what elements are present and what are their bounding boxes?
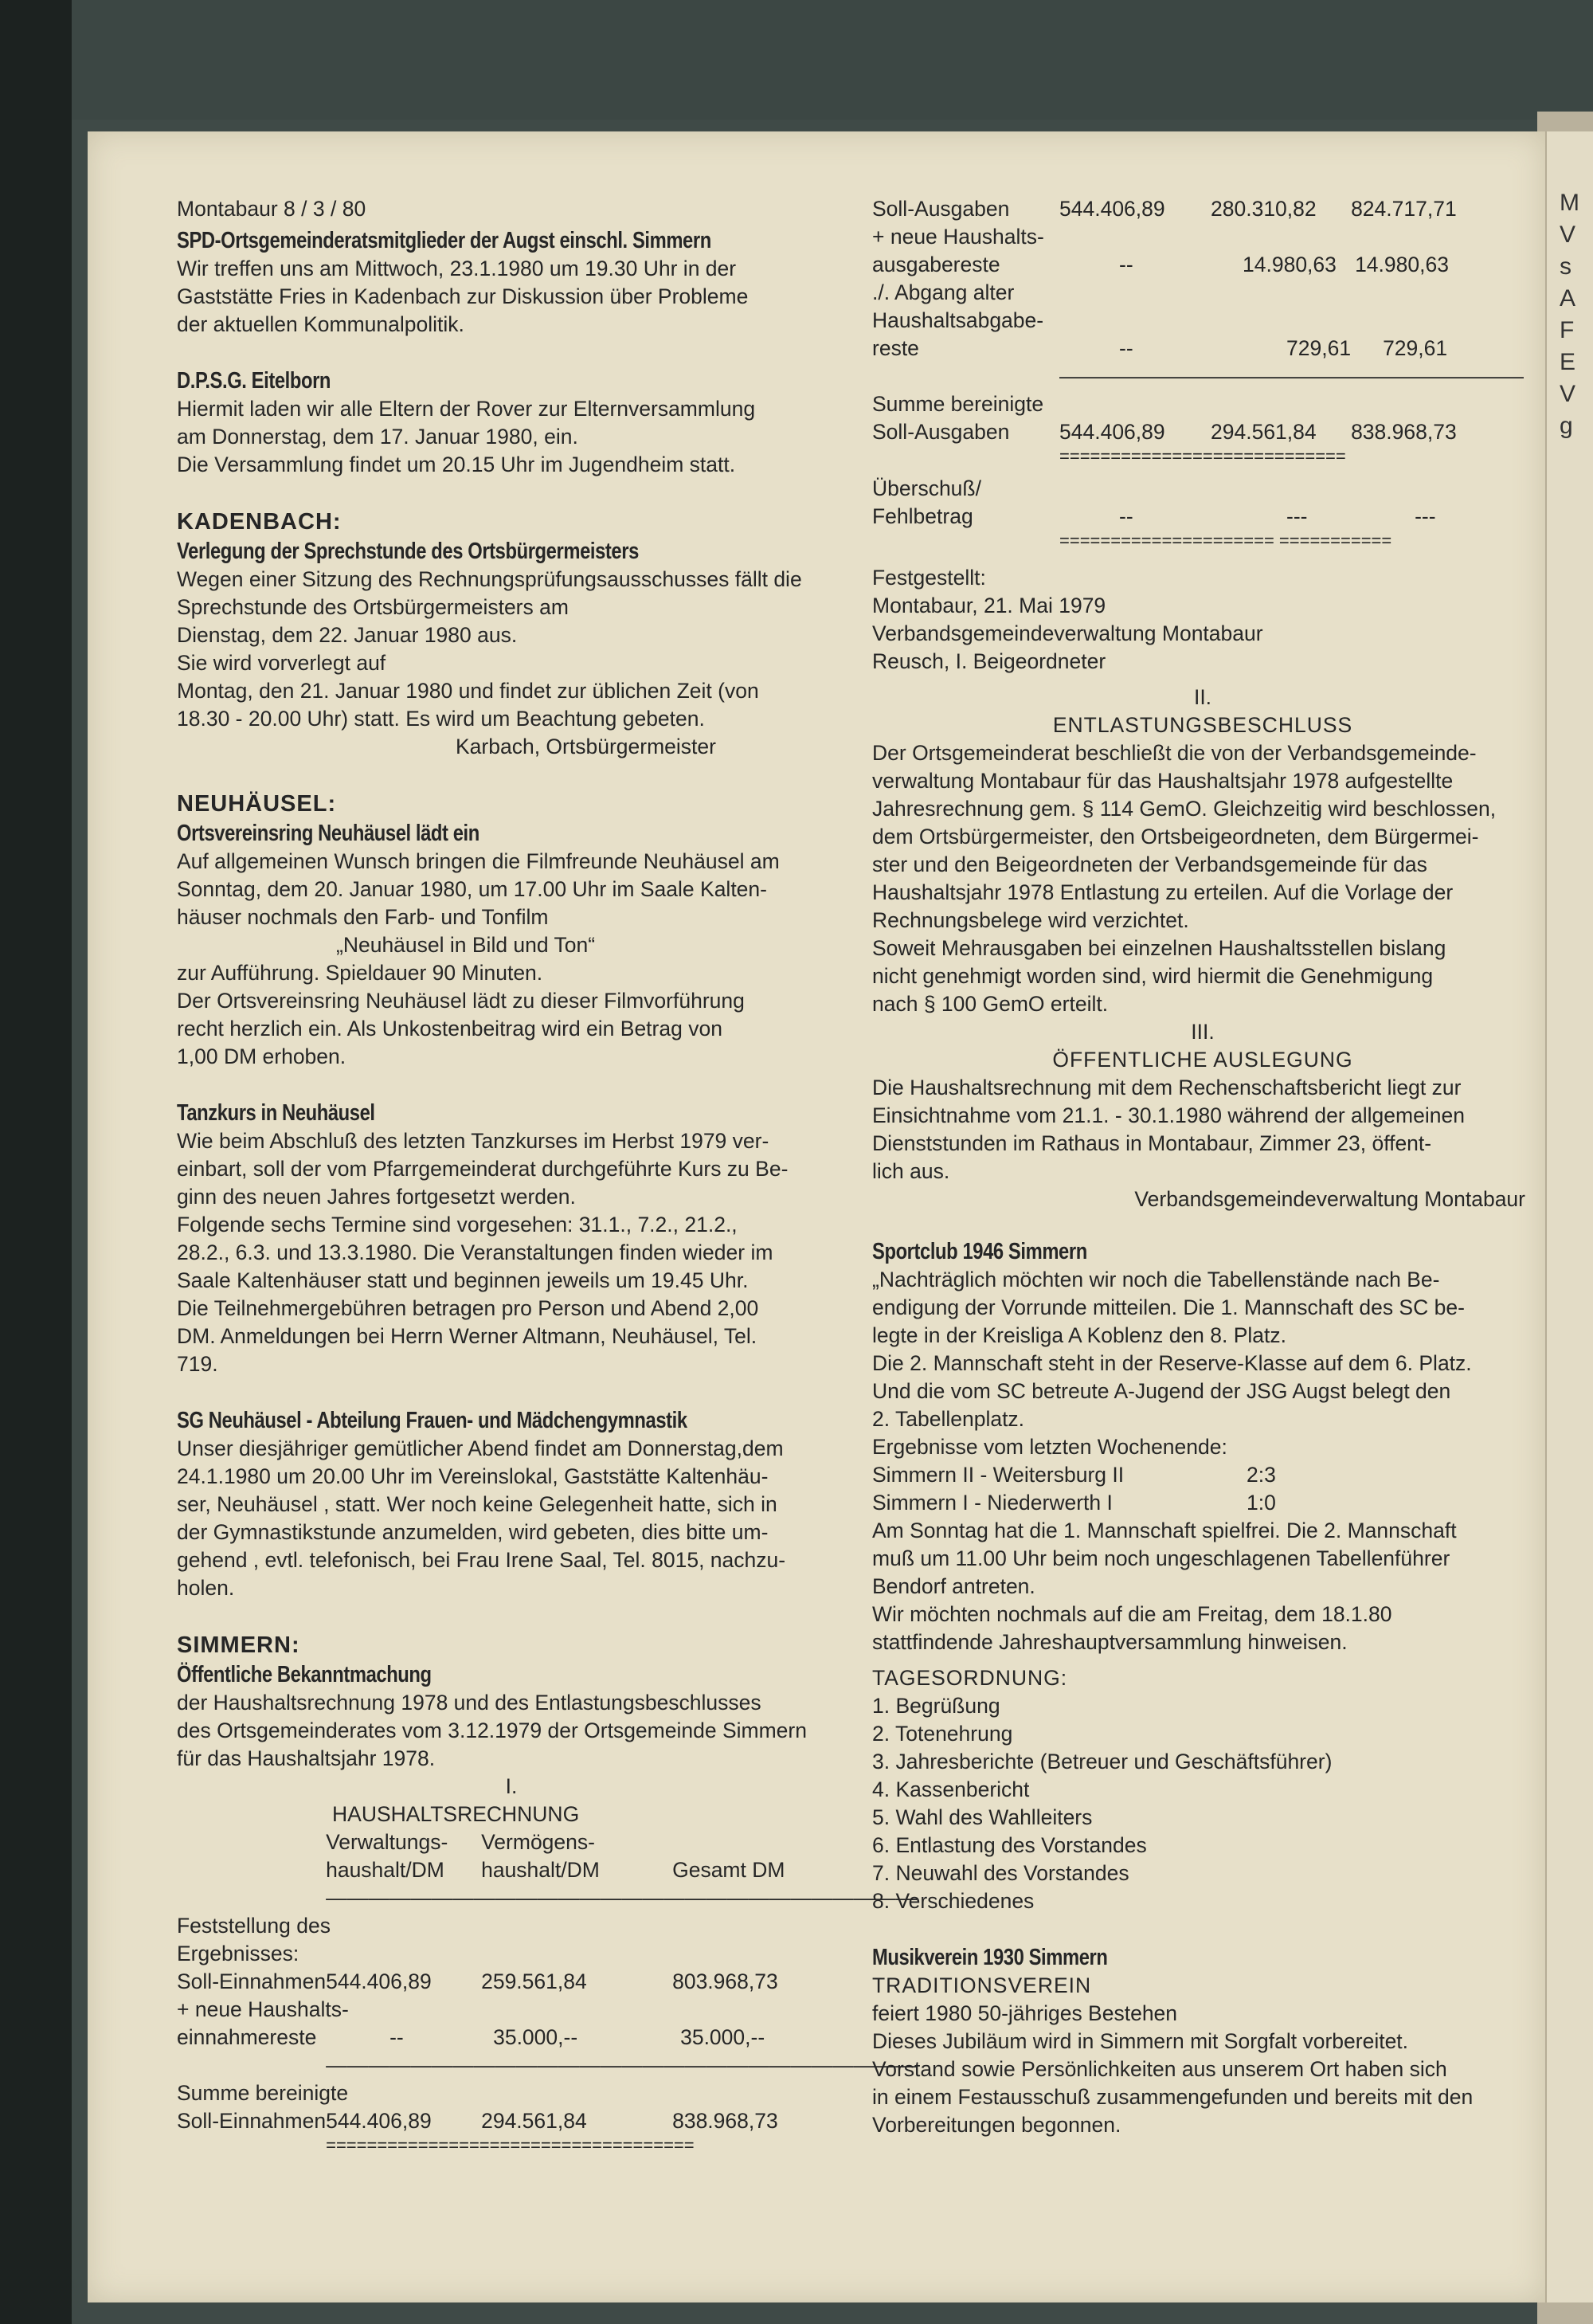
right-column [872,195,1533,2167]
cell: 14.980,63 [1355,253,1449,276]
sportclub-body-2 [872,1517,1533,1656]
text-line: 1,00 DM erhoben. [177,1044,346,1068]
ausgaben-double-rule: ============================ [1059,446,1346,466]
text-line: Einsichtnahme vom 21.1. - 30.1.1980 während der allgemeinen [872,1103,1465,1127]
text-line: Am Sonntag hat die 1. Mannschaft spielfrei. Die 2. Mannschaft [872,1519,1457,1542]
cell: 259.561,84 [481,1969,587,1993]
neuhaeusel-title: Ortsvereinsring Neuhäusel lädt ein [177,821,479,846]
text-line: am Donnerstag, dem 17. Januar 1980, ein. [177,425,578,449]
text-line: recht herzlich ein. Als Unkostenbeitrag wird ein Betrag von [177,1017,722,1041]
row-neue-b: einnahmereste [177,2025,317,2049]
cell: 294.561,84 [1211,420,1317,444]
text-line: 6. Entlastung des Vorstandes [872,1833,1147,1857]
text-line: Haushaltsjahr 1978 Entlastung zu erteilen. Auf die Vorlage der [872,880,1454,904]
cell: 14.980,63 [1243,253,1337,276]
roman-iii: III. [1191,1020,1215,1044]
text-line: Vorbereitungen begonnen. [872,2113,1121,2137]
result-row [872,1489,1533,1517]
text-line: Ergebnisse vom letzten Wochenende: [872,1435,1227,1459]
cell: -- [1119,336,1133,360]
text-line: DM. Anmeldungen bei Herrn Werner Altmann, Neuhäusel, Tel. [177,1324,757,1348]
text-line: nicht genehmigt worden sind, wird hiermit die Genehmigung [872,964,1434,988]
row-soll-einnahmen: Soll-Einnahmen [177,1969,327,1993]
text-line: in einem Festausschuß zusammengefunden und bereits mit den [872,2085,1474,2109]
text-line: Der Ortsvereinsring Neuhäusel lädt zu dieser Filmvorführung [177,989,745,1013]
text-line: Jahresrechnung gem. § 114 GemO. Gleichzeitig wird beschlossen, [872,797,1497,821]
result-score: 1:0 [1247,1491,1276,1515]
result-row [872,1461,1533,1489]
section-neuhaeusel [177,789,862,1071]
spd-body [177,255,862,339]
next-page-edge [1545,131,1593,2302]
table-rule-1: ———————————————————————————— [326,1886,918,1910]
text-line: Hiermit laden wir alle Eltern der Rover zur Elternversammlung [177,397,756,421]
section-simmern [177,1630,918,2156]
text-line: Vorstand sowie Persönlichkeiten aus unserem Ort haben sich [872,2057,1447,2081]
col-verwaltung-a: Verwaltungs- [326,1830,448,1854]
text-line: häuser nochmals den Farb- und Tonfilm [177,905,549,929]
text-line: endigung der Vorrunde mitteilen. Die 1. Mannschaft des SC be- [872,1295,1465,1319]
simmern-body [177,1689,862,1773]
text-line: holen. [177,1576,235,1600]
text-line: 28.2., 6.3. und 13.3.1980. Die Veranstaltungen finden wieder im [177,1240,773,1264]
row-ueberschuss-a: Überschuß/ [872,476,981,500]
text-line: Der Ortsgemeinderat beschließt die von der Verbandsgemeinde- [872,741,1477,765]
row-soll-ausgaben: Soll-Ausgaben [872,197,1010,221]
festgestellt-block [872,564,1533,676]
roman-i: I. [505,1774,518,1798]
text-line: Unser diesjähriger gemütlicher Abend findet am Donnerstag,dem [177,1436,784,1460]
text-line: Bendorf antreten. [872,1574,1035,1598]
text-line: Sprechstunde des Ortsbürgermeisters am [177,595,569,619]
text-line: Gaststätte Fries in Kadenbach zur Diskussion über Probleme [177,284,749,308]
text-line: Die Teilnehmergebühren betragen pro Person und Abend 2,00 [177,1296,759,1320]
entlastung-body [872,739,1533,1018]
row-neue-ausgaben-a: + neue Haushalts- [872,225,1044,249]
cell: 544.406,89 [326,2109,432,2133]
text-line: ster und den Beigeordneten der Verbandsgemeinde für das [872,852,1427,876]
auslegung-title: ÖFFENTLICHE AUSLEGUNG [1052,1048,1353,1072]
simmern-place: SIMMERN: [177,1632,300,1658]
text-line: muß um 11.00 Uhr beim noch ungeschlagenen Tabellenführer [872,1546,1450,1570]
text-line: 7. Neuwahl des Vorstandes [872,1861,1129,1885]
result-teams: Simmern II - Weitersburg II [872,1463,1125,1487]
edge-letter: A [1560,285,1576,312]
text-line: Montag, den 21. Januar 1980 und findet zur üblichen Zeit (von [177,679,759,703]
row-summe-ausgaben-a: Summe bereinigte [872,392,1044,416]
tanzkurs-body [177,1127,862,1378]
text-line: für das Haushaltsjahr 1978. [177,1746,436,1770]
haushaltsrechnung-title: HAUSHALTSRECHNUNG [332,1802,580,1826]
cell: 35.000,-- [680,2025,765,2049]
issue-header: Montabaur 8 / 3 / 80 [177,197,366,221]
table-double-rule: ==================================== [326,2135,695,2155]
text-line: 2. Totenehrung [872,1722,1013,1746]
sg-title: SG Neuhäusel - Abteilung Frauen- und Mädchengymnastik [177,1408,687,1433]
text-line: 18.30 - 20.00 Uhr) statt. Es wird um Beachtung gebeten. [177,707,705,731]
text-line: Wie beim Abschluß des letzten Tanzkurses im Herbst 1979 ver- [177,1129,769,1153]
musikverein-subtitle: TRADITIONSVEREIN [872,1973,1092,1997]
sportclub-body [872,1266,1533,1461]
musikverein-title: Musikverein 1930 Simmern [872,1945,1108,1970]
text-line: Saale Kaltenhäuser statt und beginnen jeweils um 19.45 Uhr. [177,1268,749,1292]
text-line: 1. Begrüßung [872,1694,1000,1718]
row-summe-ausgaben-b: Soll-Ausgaben [872,420,1010,444]
text-line: 2. Tabellenplatz. [872,1407,1025,1431]
text-line: 24.1.1980 um 20.00 Uhr im Vereinslokal, Gaststätte Kaltenhäu- [177,1464,769,1488]
edge-letter: E [1560,349,1576,375]
text-line: ginn des neuen Jahres fortgesetzt werden. [177,1185,576,1209]
cell: 729,61 [1383,336,1448,360]
musikverein-body [872,2000,1533,2139]
text-line: Soweit Mehrausgaben bei einzelnen Haushaltsstellen bislang [872,936,1446,960]
row-abgang-a: ./. Abgang alter [872,280,1015,304]
ausgaben-rule: —————————————————————— [1059,364,1524,388]
text-line: Die 2. Mannschaft steht in der Reserve-Klasse auf dem 6. Platz. [872,1351,1472,1375]
cell: -- [389,2025,404,2049]
binder-spine [0,0,72,2324]
section-sg-gymnastik [177,1406,862,1602]
edge-letter: V [1560,221,1576,248]
row-summe-b: Soll-Einnahmen [177,2109,327,2133]
table-rule-2: ———————————————————————————— [326,2053,918,2077]
text-line: Reusch, I. Beigeordneter [872,649,1106,673]
neuhaeusel-place: NEUHÄUSEL: [177,791,337,817]
text-line: Wir möchten nochmals auf die am Freitag, dem 18.1.80 [872,1602,1392,1626]
text-line: der aktuellen Kommunalpolitik. [177,312,464,336]
section-dpsg [177,366,862,479]
text-line: einbart, soll der vom Pfarrgemeinderat durchgeführte Kurs zu Be- [177,1157,789,1181]
text-line: Verbandsgemeindeverwaltung Montabaur [872,621,1263,645]
tanzkurs-title: Tanzkurs in Neuhäusel [177,1100,375,1126]
text-line: ser, Neuhäusel , statt. Wer noch keine Gelegenheit hatte, sich in [177,1492,777,1516]
text-line: der Gymnastikstunde anzumelden, wird gebeten, dies bitte um- [177,1520,769,1544]
text-line: Sonntag, dem 20. Januar 1980, um 17.00 Uhr im Saale Kalten- [177,877,767,901]
text-line: legte in der Kreisliga A Koblenz den 8. Platz. [872,1323,1287,1347]
text-line: verwaltung Montabaur für das Haushaltsjahr 1978 aufgestellte [872,769,1454,793]
edge-letter: F [1560,317,1575,343]
text-line: Wegen einer Sitzung des Rechnungsprüfungsausschusses fällt die [177,567,802,591]
cell: 544.406,89 [326,1969,432,1993]
row-feststellung-a: Feststellung des [177,1914,331,1938]
kadenbach-place: KADENBACH: [177,509,342,535]
text-line: dem Ortsbürgermeister, den Ortsbeigeordneten, dem Bürgermei- [872,825,1479,848]
kadenbach-signature: Karbach, Ortsbürgermeister [456,735,716,758]
cell: --- [1286,504,1308,528]
section-tanzkurs [177,1099,862,1378]
agenda-title: TAGESORDNUNG: [872,1666,1068,1690]
text-line: Dienstag, dem 22. Januar 1980 aus. [177,623,518,647]
kadenbach-title: Verlegung der Sprechstunde des Ortsbürgermeisters [177,539,639,564]
cell: 838.968,73 [672,2109,778,2133]
kadenbach-body [177,566,862,733]
auslegung-signature: Verbandsgemeindeverwaltung Montabaur [1134,1187,1525,1211]
col-vermoegen-b: haushalt/DM [481,1858,600,1882]
edge-letter: V [1560,381,1576,407]
roman-ii: II. [1193,685,1212,709]
text-line: zur Aufführung. Spieldauer 90 Minuten. [177,961,543,985]
col-gesamt: Gesamt DM [672,1858,785,1882]
row-abgang-b: Haushaltsabgabe- [872,308,1044,332]
cell: --- [1415,504,1436,528]
dpsg-body [177,395,862,479]
text-line: 719. [177,1352,218,1376]
row-feststellung-b: Ergebnisses: [177,1942,299,1965]
cell: 280.310,82 [1211,197,1317,221]
row-neue-a: + neue Haushalts- [177,1997,349,2021]
neuhaeusel-body [177,848,862,931]
cell: 838.968,73 [1351,420,1457,444]
text-line: nach § 100 GemO erteilt. [872,992,1109,1016]
text-line: feiert 1980 50-jähriges Bestehen [872,2001,1178,2025]
text-line: Folgende sechs Termine sind vorgesehen: 31.1., 7.2., 21.2., [177,1213,738,1236]
simmern-title: Öffentliche Bekanntmachung [177,1662,432,1687]
text-line: Dienststunden im Rathaus in Montabaur, Zimmer 23, öffent- [872,1131,1432,1155]
spd-title: SPD-Ortsgemeinderatsmitglieder der Augst einschl. Simmern [177,228,711,253]
binder-top [0,0,1593,120]
row-neue-ausgaben-b: ausgabereste [872,253,1000,276]
edge-letter: s [1560,253,1571,280]
cell: 544.406,89 [1059,197,1165,221]
cell: 544.406,89 [1059,420,1165,444]
text-line: 4. Kassenbericht [872,1777,1030,1801]
text-line: Festgestellt: [872,566,986,590]
dpsg-title: D.P.S.G. Eitelborn [177,368,331,394]
cell: -- [1119,504,1133,528]
text-line: stattfindende Jahreshauptversammlung hinweisen. [872,1630,1348,1654]
text-line: 3. Jahresberichte (Betreuer und Geschäftsführer) [872,1750,1333,1773]
text-line: Die Versammlung findet um 20.15 Uhr im Jugendheim statt. [177,453,736,476]
text-line: Und die vom SC betreute A-Jugend der JSG Augst belegt den [872,1379,1451,1403]
section-musikverein [872,1943,1533,2139]
edge-letter: g [1560,413,1573,439]
text-line: Auf allgemeinen Wunsch bringen die Filmfreunde Neuhäusel am [177,849,780,873]
auslegung-body [872,1074,1533,1186]
haushalt-einnahmen-table [177,1828,917,2156]
edge-letter: M [1560,190,1579,216]
col-vermoegen-a: Vermögens- [481,1830,595,1854]
ueberschuss-double-rule: ===================== =========== [1059,531,1392,551]
cell: 729,61 [1286,336,1352,360]
result-score: 2:3 [1247,1463,1276,1487]
cell: 294.561,84 [481,2109,587,2133]
cell: 824.717,71 [1351,197,1457,221]
text-line: der Haushaltsrechnung 1978 und des Entlastungsbeschlusses [177,1691,761,1715]
text-line: des Ortsgemeinderates vom 3.12.1979 der Ortsgemeinde Simmern [177,1719,807,1742]
row-summe-a: Summe bereinigte [177,2081,349,2105]
sportclub-title: Sportclub 1946 Simmern [872,1239,1087,1264]
text-line: Die Haushaltsrechnung mit dem Rechenschaftsbericht liegt zur [872,1076,1462,1099]
text-line: Sie wird vorverlegt auf [177,651,386,675]
section-spd [177,226,862,339]
text-line: Dieses Jubiläum wird in Simmern mit Sorgfalt vorbereitet. [872,2029,1409,2053]
text-line: „Nachträglich möchten wir noch die Tabellenstände nach Be- [872,1268,1440,1291]
section-sportclub [872,1237,1533,1915]
row-abgang-c: reste [872,336,919,360]
cell: 35.000,-- [493,2025,578,2049]
text-line: lich aus. [872,1159,950,1183]
col-verwaltung-b: haushalt/DM [326,1858,444,1882]
film-title: „Neuhäusel in Bild und Ton“ [336,933,596,957]
text-line: 5. Wahl des Wahlleiters [872,1805,1093,1829]
text-line: Rechnungsbelege wird verzichtet. [872,908,1189,932]
cell: -- [1119,253,1133,276]
text-line: 8. Verschiedenes [872,1889,1035,1913]
neuhaeusel-body-2 [177,959,862,1071]
row-ueberschuss-b: Fehlbetrag [872,504,973,528]
text-line: gehend , evtl. telefonisch, bei Frau Irene Saal, Tel. 8015, nachzu- [177,1548,786,1572]
sg-body [177,1435,862,1602]
text-line: Wir treffen uns am Mittwoch, 23.1.1980 um 19.30 Uhr in der [177,257,737,280]
text-line: Montabaur, 21. Mai 1979 [872,594,1106,617]
entlastung-title: ENTLASTUNGSBESCHLUSS [1052,713,1353,737]
cell: 803.968,73 [672,1969,778,1993]
haushalt-ausgaben-table [872,195,1524,551]
next-page-letters [1560,187,1579,442]
section-kadenbach [177,507,862,761]
result-teams: Simmern I - Niederwerth I [872,1491,1113,1515]
agenda-list [872,1692,1533,1915]
